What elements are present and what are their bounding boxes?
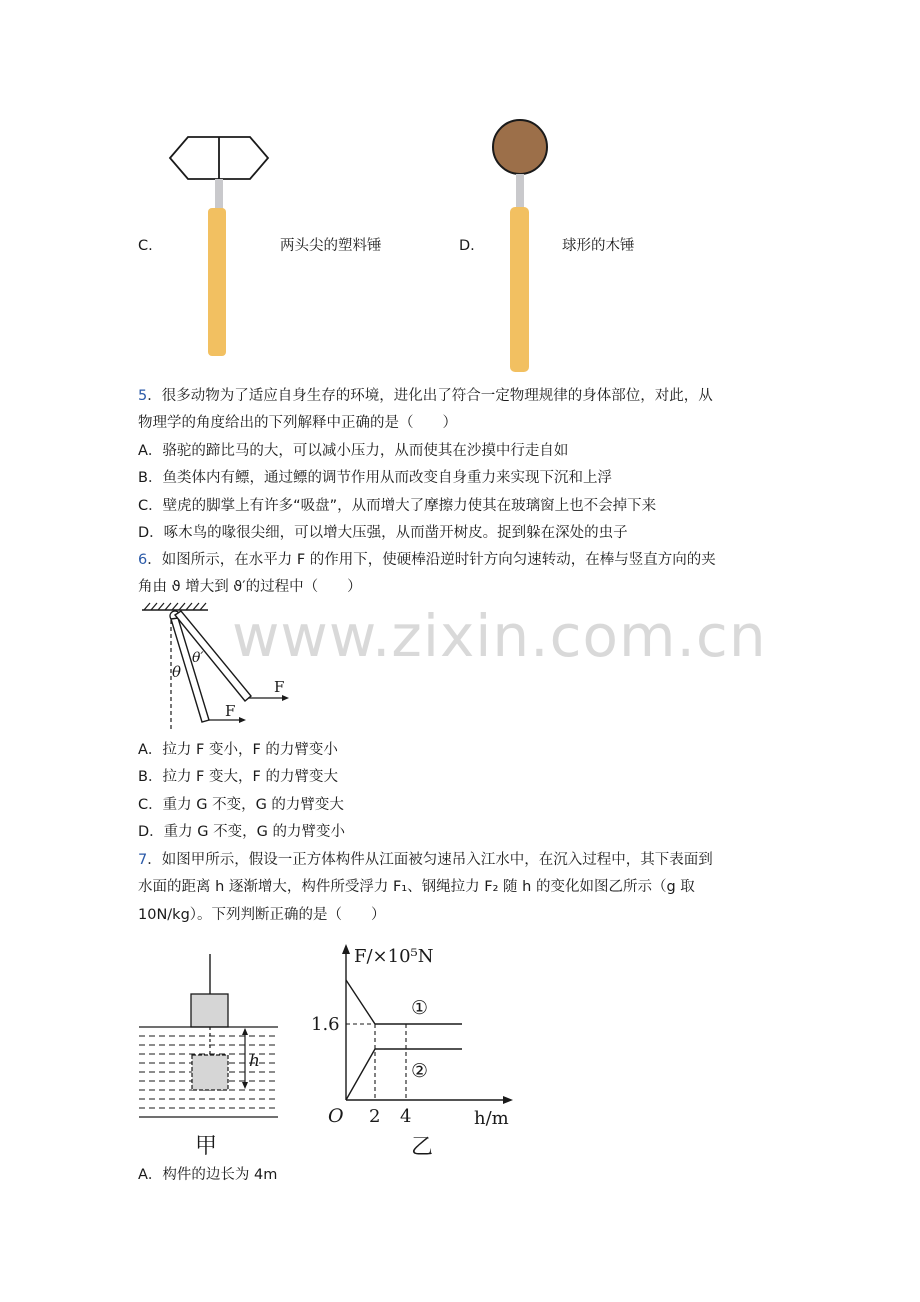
q5-number: 5 <box>138 388 148 404</box>
q5-option-d[interactable]: D．啄木鸟的喙很尖细，可以增大压强，从而凿开树皮。捉到躲在深处的虫子 <box>138 525 628 541</box>
q5-option-a[interactable]: A．骆驼的蹄比马的大，可以减小压力，从而使其在沙摸中行走自如 <box>138 443 569 459</box>
curve-2-label: ② <box>411 1060 429 1082</box>
curve-2 <box>346 1049 462 1100</box>
curve-1 <box>346 980 462 1024</box>
caption-jia: 甲 <box>195 1134 218 1159</box>
q7-number: 7 <box>138 852 148 868</box>
q6-option-d[interactable]: D．重力 G 不变，G 的力臂变小 <box>138 824 345 840</box>
q7-option-a[interactable]: A．构件的边长为 4m <box>138 1167 278 1183</box>
force-label-lower: F <box>225 702 236 720</box>
q6-number: 6 <box>138 552 148 568</box>
y-tick-1-6: 1.6 <box>311 1014 340 1035</box>
q7-line2: 水面的距离 h 逐渐增大，构件所受浮力 F₁、钢绳拉力 F₂ 随 h 的变化如图乙所示（g 取 <box>138 879 695 895</box>
origin-label: O <box>328 1105 344 1127</box>
cube-in-water-figure <box>138 950 280 1160</box>
q6-option-b[interactable]: B．拉力 F 变大，F 的力臂变大 <box>138 769 338 785</box>
y-axis-label: F/×10⁵N <box>354 946 434 967</box>
option-c-label[interactable]: C. <box>138 238 153 254</box>
caption-yi: 乙 <box>411 1135 434 1160</box>
q5-option-b[interactable]: B．鱼类体内有鳔，通过鳔的调节作用从而改变自身重力来实现下沉和上浮 <box>138 470 612 486</box>
q6-line2: 角由 ϑ 增大到 ϑ′的过程中（ ） <box>138 579 362 595</box>
x-axis-label: h/m <box>474 1108 509 1129</box>
force-depth-chart <box>306 938 526 1162</box>
option-d-text: 球形的木锤 <box>562 238 635 254</box>
q6-line1: 6．如图所示，在水平力 F 的作用下，使硬棒沿逆时针方向匀速转动，在棒与竖直方向的夹 <box>138 552 716 568</box>
q6-option-a[interactable]: A．拉力 F 变小，F 的力臂变小 <box>138 742 338 758</box>
wooden-ball-hammer-icon <box>488 116 552 376</box>
theta-prime-label: θ′ <box>192 650 204 666</box>
plastic-hammer-icon <box>160 128 280 360</box>
option-d-label[interactable]: D. <box>459 238 475 254</box>
h-label: h <box>249 1051 260 1071</box>
q6-option-c[interactable]: C．重力 G 不变，G 的力臂变大 <box>138 797 344 813</box>
x-tick-4: 4 <box>400 1106 412 1127</box>
option-c-text: 两头尖的塑料锤 <box>280 238 382 254</box>
q5-line1: 5．很多动物为了适应自身生存的环境，进化出了符合一定物理规律的身体部位，对此，从 <box>138 388 713 404</box>
theta-label: θ <box>172 663 182 681</box>
curve-1-label: ① <box>411 997 429 1019</box>
q7-line3: 10N/kg）。下列判断正确的是（ ） <box>138 907 386 923</box>
force-label-upper: F <box>274 678 285 696</box>
x-tick-2: 2 <box>369 1106 381 1127</box>
q5-line2: 物理学的角度给出的下列解释中正确的是（ ） <box>138 415 457 431</box>
watermark-text: www.zixin.com.cn <box>232 602 767 670</box>
q5-option-c[interactable]: C．壁虎的脚掌上有许多“吸盘”，从而增大了摩擦力使其在玻璃窗上也不会掉下来 <box>138 498 657 514</box>
q7-line1: 7．如图甲所示，假设一正方体构件从江面被匀速吊入江水中，在沉入过程中，其下表面到 <box>138 852 713 868</box>
